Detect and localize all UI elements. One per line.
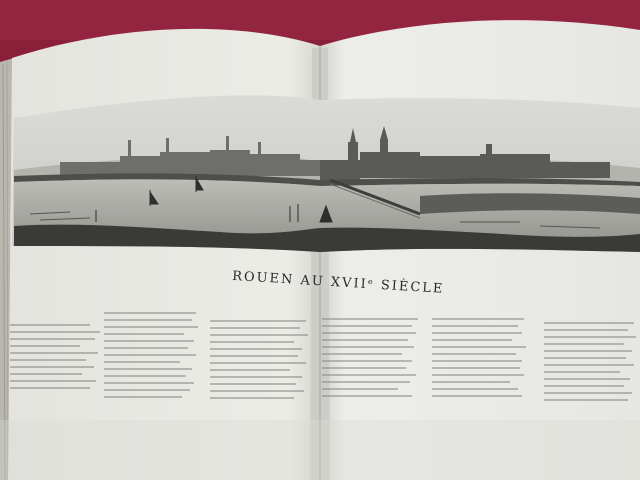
rouen-panorama-engraving: [0, 80, 640, 260]
plate-title: ROUEN AU XVIIᵉ SIÈCLE: [231, 268, 445, 297]
